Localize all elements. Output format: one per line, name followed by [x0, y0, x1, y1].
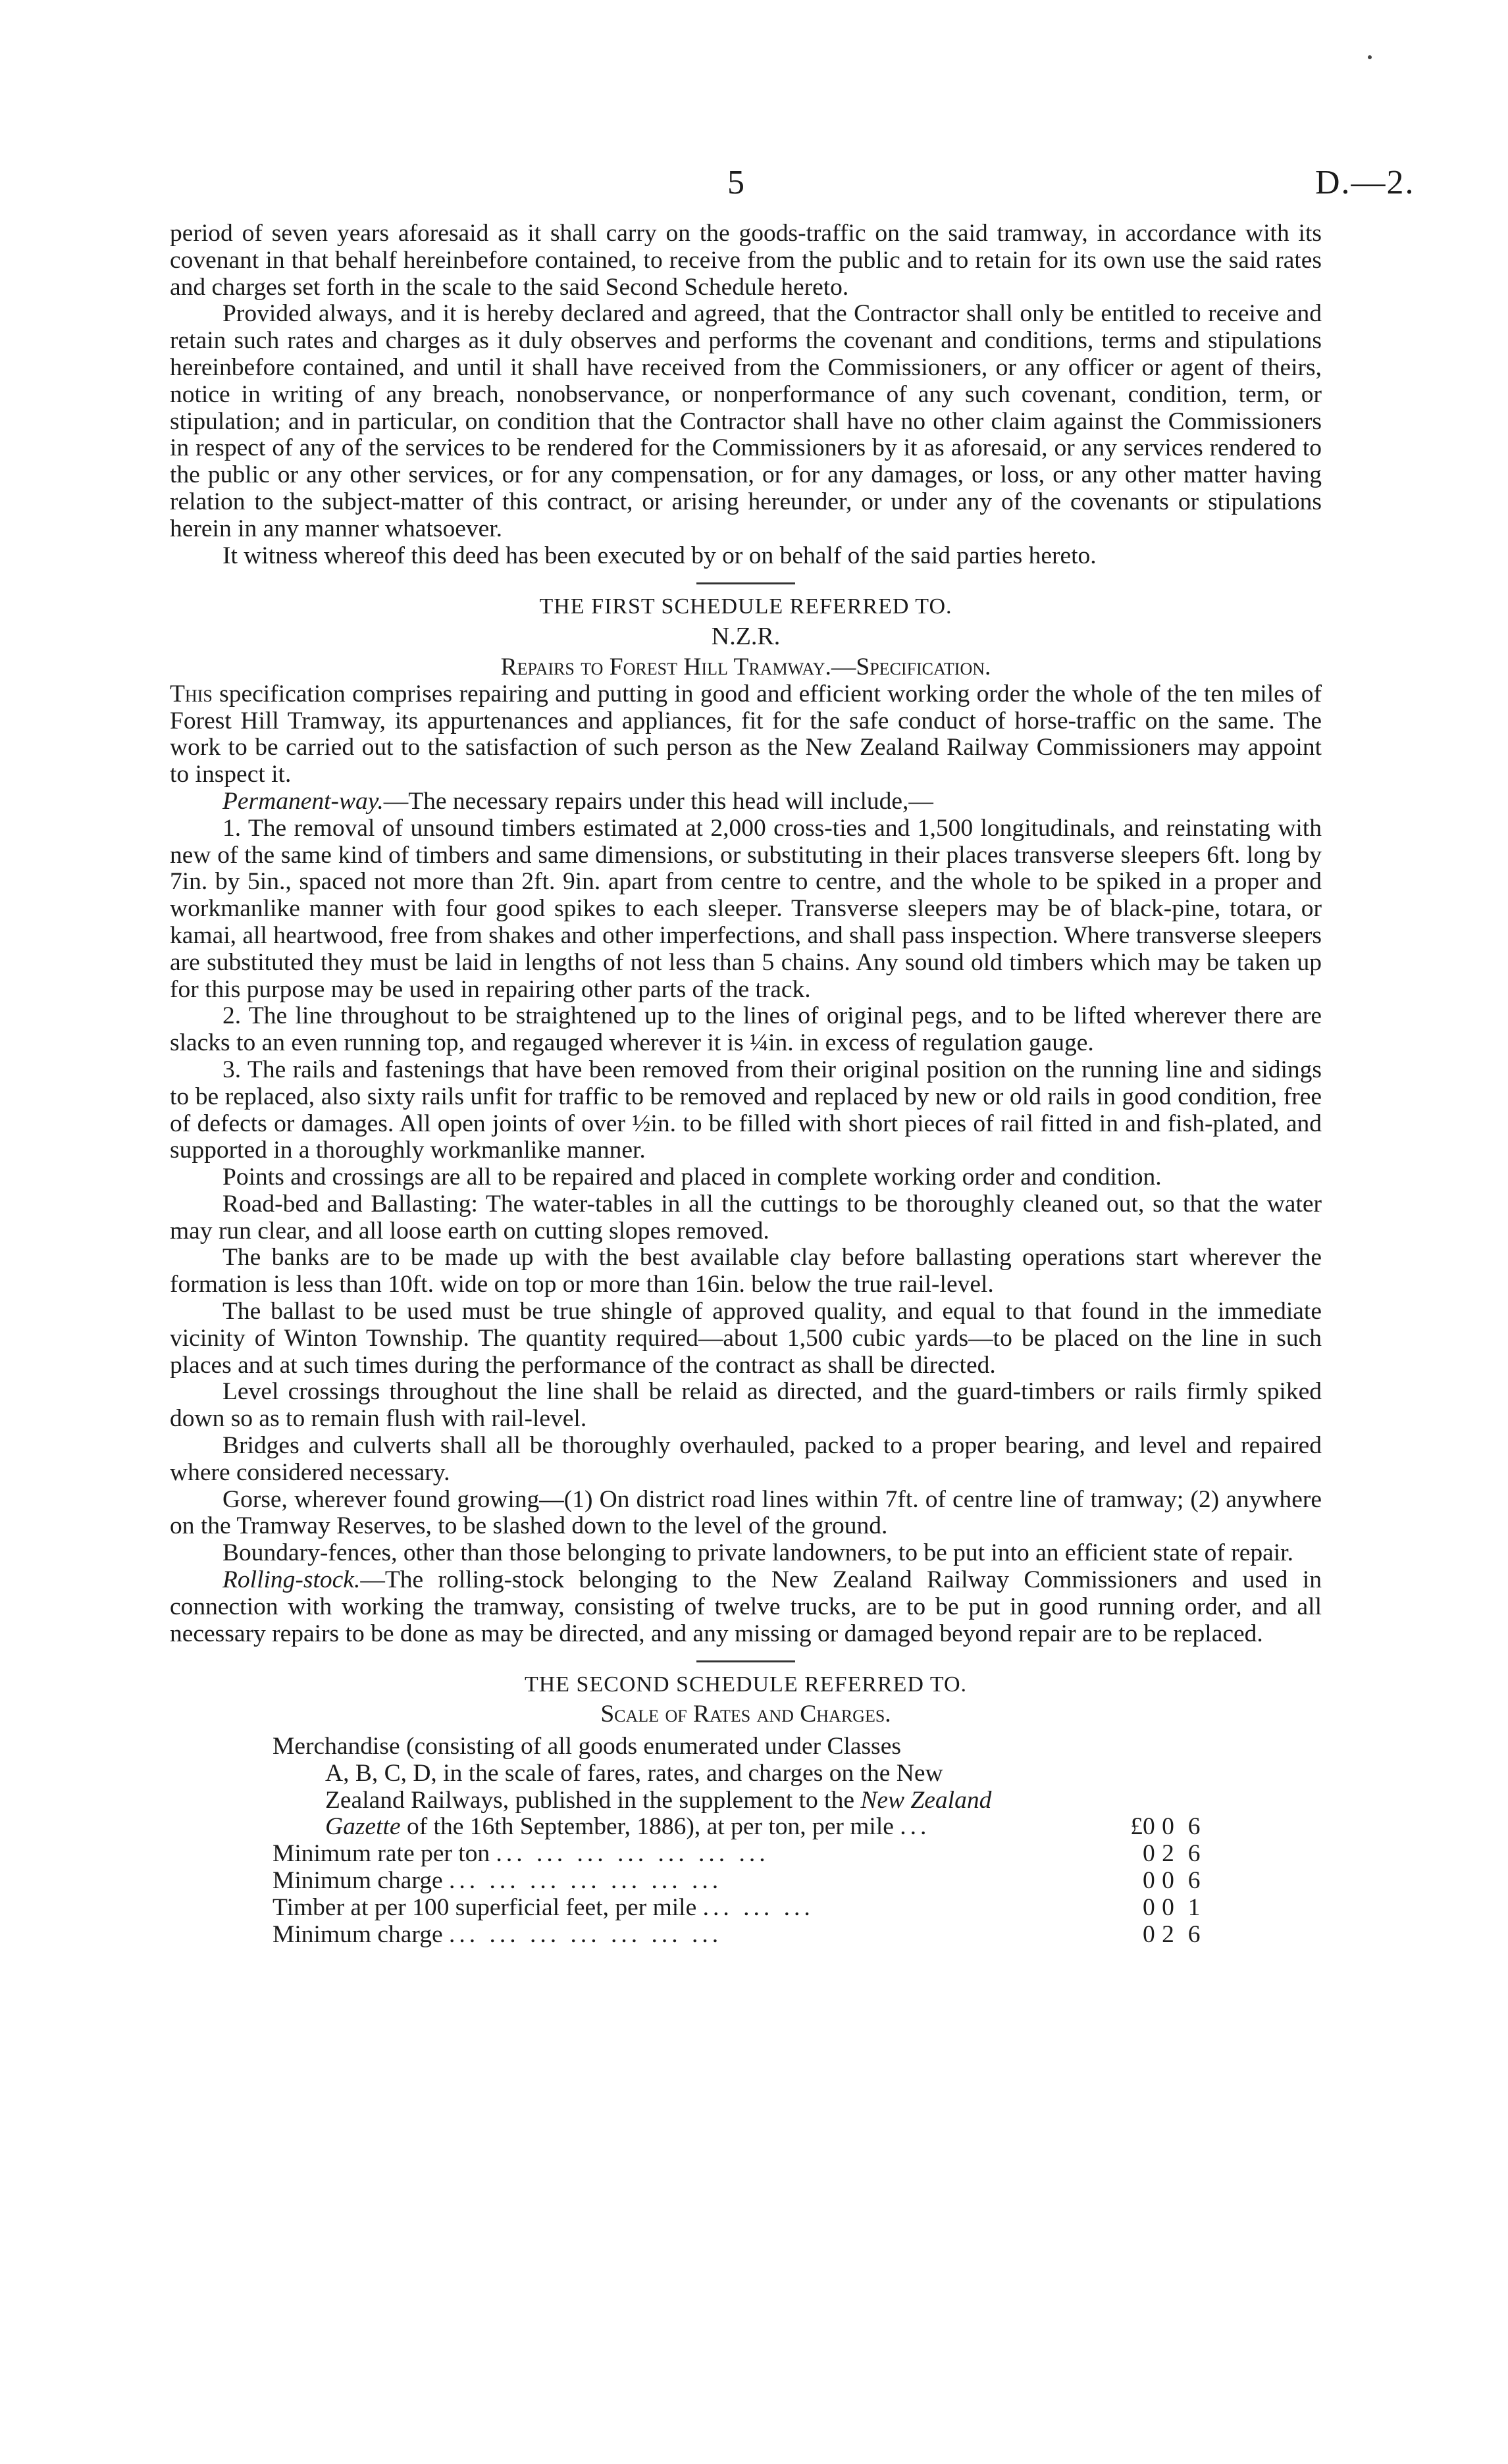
table-row	[273, 1895, 1207, 1922]
rate-label: Timber at per 100 superficial feet, per mile	[273, 1893, 697, 1921]
permanent-way-label: Permanent-way.	[222, 787, 384, 815]
rate-pounds: 0	[1143, 1920, 1155, 1948]
table-row	[273, 1868, 1207, 1895]
rate-shillings: 0	[1162, 1867, 1174, 1895]
rates-table	[273, 1733, 1207, 1948]
rate-pence: 1	[1187, 1893, 1201, 1921]
fences-paragraph: Boundary-fences, other than those belonging to private landowners, to be put into an efficient state of repair.	[222, 1539, 1293, 1567]
page-number: 5	[727, 164, 744, 201]
table-row	[273, 1922, 1207, 1949]
rate-pounds: 0	[1143, 1893, 1155, 1921]
merchandise-line-1: Merchandise (consisting of all goods enumerated under Classes	[273, 1733, 901, 1760]
rolling-stock-text: —The rolling-stock belonging to the New Zealand Railway Commissioners and used in connection with working the tramway, consisting of twelve trucks, are to be put in good running order, and all necessary repairs to be done as may be directed, and any missing or damaged beyond repair are to be replaced.	[170, 1566, 1322, 1647]
rate-shillings: 2	[1162, 1840, 1174, 1868]
merchandise-line-4-text: of the 16th September, 1886), at per ton, per mile	[400, 1813, 894, 1841]
first-schedule-org: N.Z.R.	[711, 623, 781, 651]
rate-pence: 6	[1187, 1813, 1201, 1841]
merchandise-line-4	[273, 1814, 1116, 1841]
leader-dots: ... ... ...	[702, 1893, 814, 1921]
item-3: 3. The rails and fastenings that have been removed from their original position on the running line and sidings to be replaced, also sixty rails unfit for traffic to be removed and replaced by new or old rails in good condition, free of defects or damages. All open joints of over ½in. to be filled with short pieces of rail fitted in and fish-plated, and supported in a thoroughly workmanlike manner.	[170, 1056, 1322, 1164]
rate-shillings: 0	[1162, 1813, 1174, 1841]
leader-dots: ... ... ... ... ... ... ...	[449, 1867, 723, 1895]
table-row	[273, 1733, 1207, 1841]
item-2: 2. The line throughout to be straightened up to the lines of original pegs, and to be lifted wherever there are slacks to an even running top, and regauged wherever it is ¼in. in excess of regulation gauge.	[170, 1002, 1322, 1057]
rate-pounds: 0	[1143, 1867, 1155, 1895]
rate-pounds: 0	[1143, 1840, 1155, 1868]
rate-label: Minimum charge	[273, 1867, 443, 1895]
rate-pence: 6	[1187, 1920, 1201, 1948]
leader-dots: ...	[900, 1813, 931, 1841]
merchandise-line-2: A, B, C, D, in the scale of fares, rates, and charges on the New	[325, 1759, 943, 1787]
permanent-way-heading	[170, 788, 1322, 815]
page-header	[0, 163, 1508, 209]
section-divider	[696, 1660, 795, 1662]
rolling-stock-paragraph	[170, 1567, 1322, 1647]
leader-dots: ... ... ... ... ... ... ...	[449, 1920, 723, 1948]
paragraph-continuation: period of seven years aforesaid as it shall carry on the goods-traffic on the said tramway, in accordance with its covenant in that behalf hereinbefore contained, to receive from the public and to retain for its own use the said rates and charges set forth in the scale to the said Second Schedule hereto.	[170, 220, 1322, 301]
leader-dots: ... ... ... ... ... ... ...	[496, 1840, 769, 1868]
merchandise-line-3-italic: New Zealand	[860, 1786, 992, 1814]
paragraph-proviso: Provided always, and it is hereby declared and agreed, that the Contractor shall only be entitled to receive and retain such rates and charges as it duly observes and performs the covenant and conditions, terms and stipulations hereinbefore contained, and until it shall have received from the Commissioners, or any officer or agent of theirs, notice in writing of any breach, nonobservance, or nonperformance of any such covenant, condition, term, or stipulation; and in particular, on condition that the Contractor shall have no other claim against the Commissioners in respect of any of the services to be rendered for the Commissioners by it as aforesaid, or any services rendered to the public or any other services, or for any compensation, or for any damages, or loss, or any other matter having relation to the subject-matter of this contract, or arising hereunder, or under any of the covenants or stipulations herein in any manner whatsoever.	[170, 300, 1322, 542]
merchandise-line-4-italic: Gazette	[325, 1813, 401, 1841]
item-1: 1. The removal of unsound timbers estimated at 2,000 cross-ties and 1,500 longitudinals, and reinstating with new of the same kind of timbers and same dimensions, or substituting in their places transverse sleepers 6ft. long by 7in. by 5in., spaced not more than 2ft. 9in. apart from centre to centre, and the whole to be spiked in a proper and workmanlike manner with four good spikes to each sleeper. Transverse sleepers may be of black-pine, totara, or kamai, all heartwood, free from shakes and other imperfections, and shall pass inspection. Where transverse sleepers are substituted they must be laid in lengths of not less than 5 chains. Any sound old timbers which may be taken up for this purpose may be used in repairing other parts of the track.	[170, 814, 1322, 1003]
rate-label: Minimum charge	[273, 1920, 443, 1948]
level-crossings-paragraph: Level crossings throughout the line shall be relaid as directed, and the guard-timbers or rails firmly spiked down so as to remain flush with rail-level.	[170, 1378, 1322, 1433]
banks-paragraph: The banks are to be made up with the best available clay before ballasting operations start wherever the formation is less than 10ft. wide on top or more than 16in. below the true rail-level.	[170, 1244, 1322, 1298]
intro-text: specification comprises repairing and putting in good and efficient working order the whole of the ten miles of Forest Hill Tramway, its appurtenances and appliances, fit for the safe conduct of horse-traffic on the same. The work to be carried out to the satisfaction of such person as the New Zealand Railway Commissioners may appoint to inspect it.	[170, 680, 1322, 788]
rate-shillings: 2	[1162, 1920, 1174, 1948]
document-body	[170, 220, 1322, 1948]
first-schedule-title: THE FIRST SCHEDULE REFERRED TO.	[539, 594, 952, 619]
intro-lead: This	[170, 680, 213, 707]
table-row	[273, 1841, 1207, 1868]
bridges-paragraph: Bridges and culverts shall all be thoroughly overhauled, packed to a proper bearing, and level and repaired where considered necessary.	[170, 1432, 1322, 1486]
rolling-stock-label: Rolling-stock.	[222, 1566, 361, 1594]
rate-shillings: 0	[1162, 1893, 1174, 1921]
merchandise-line-3	[273, 1787, 1116, 1814]
ballast-paragraph: The ballast to be used must be true shingle of approved quality, and equal to that found in the immediate vicinity of Winton Township. The quantity required—about 1,500 cubic yards—to be placed on the line in such places and at such times during the performance of the contract as shall be directed.	[170, 1298, 1322, 1379]
points-paragraph: Points and crossings are all to be repaired and placed in complete working order and condition.	[222, 1164, 1162, 1191]
scan-speck	[1368, 55, 1372, 59]
second-schedule-title: THE SECOND SCHEDULE REFERRED TO.	[524, 1672, 968, 1697]
document-reference: D.—2.	[1315, 164, 1415, 201]
rate-pence: 6	[1187, 1867, 1201, 1895]
permanent-way-text: —The necessary repairs under this head will include,—	[383, 787, 933, 815]
specification-intro	[170, 681, 1322, 788]
section-divider	[696, 582, 795, 584]
rate-pounds: £0	[1130, 1813, 1155, 1841]
rate-pence: 6	[1187, 1840, 1201, 1868]
second-schedule-subtitle: Scale of Rates and Charges.	[600, 1701, 891, 1728]
paragraph-witness: It witness whereof this deed has been executed by or on behalf of the said parties hereto.	[222, 542, 1097, 569]
rate-label: Minimum rate per ton	[273, 1840, 490, 1868]
first-schedule-subtitle: Repairs to Forest Hill Tramway.—Specification.	[500, 653, 991, 680]
roadbed-paragraph: Road-bed and Ballasting: The water-tables in all the cuttings to be thoroughly cleaned out, so that the water may run clear, and all loose earth on cutting slopes removed.	[170, 1190, 1322, 1245]
merchandise-description	[273, 1733, 1116, 1841]
merchandise-line-3-text: Zealand Railways, published in the supplement to the	[325, 1786, 861, 1814]
gorse-paragraph: Gorse, wherever found growing—(1) On district road lines within 7ft. of centre line of tramway; (2) anywhere on the Tramway Reserves, to be slashed down to the level of the ground.	[170, 1485, 1322, 1540]
